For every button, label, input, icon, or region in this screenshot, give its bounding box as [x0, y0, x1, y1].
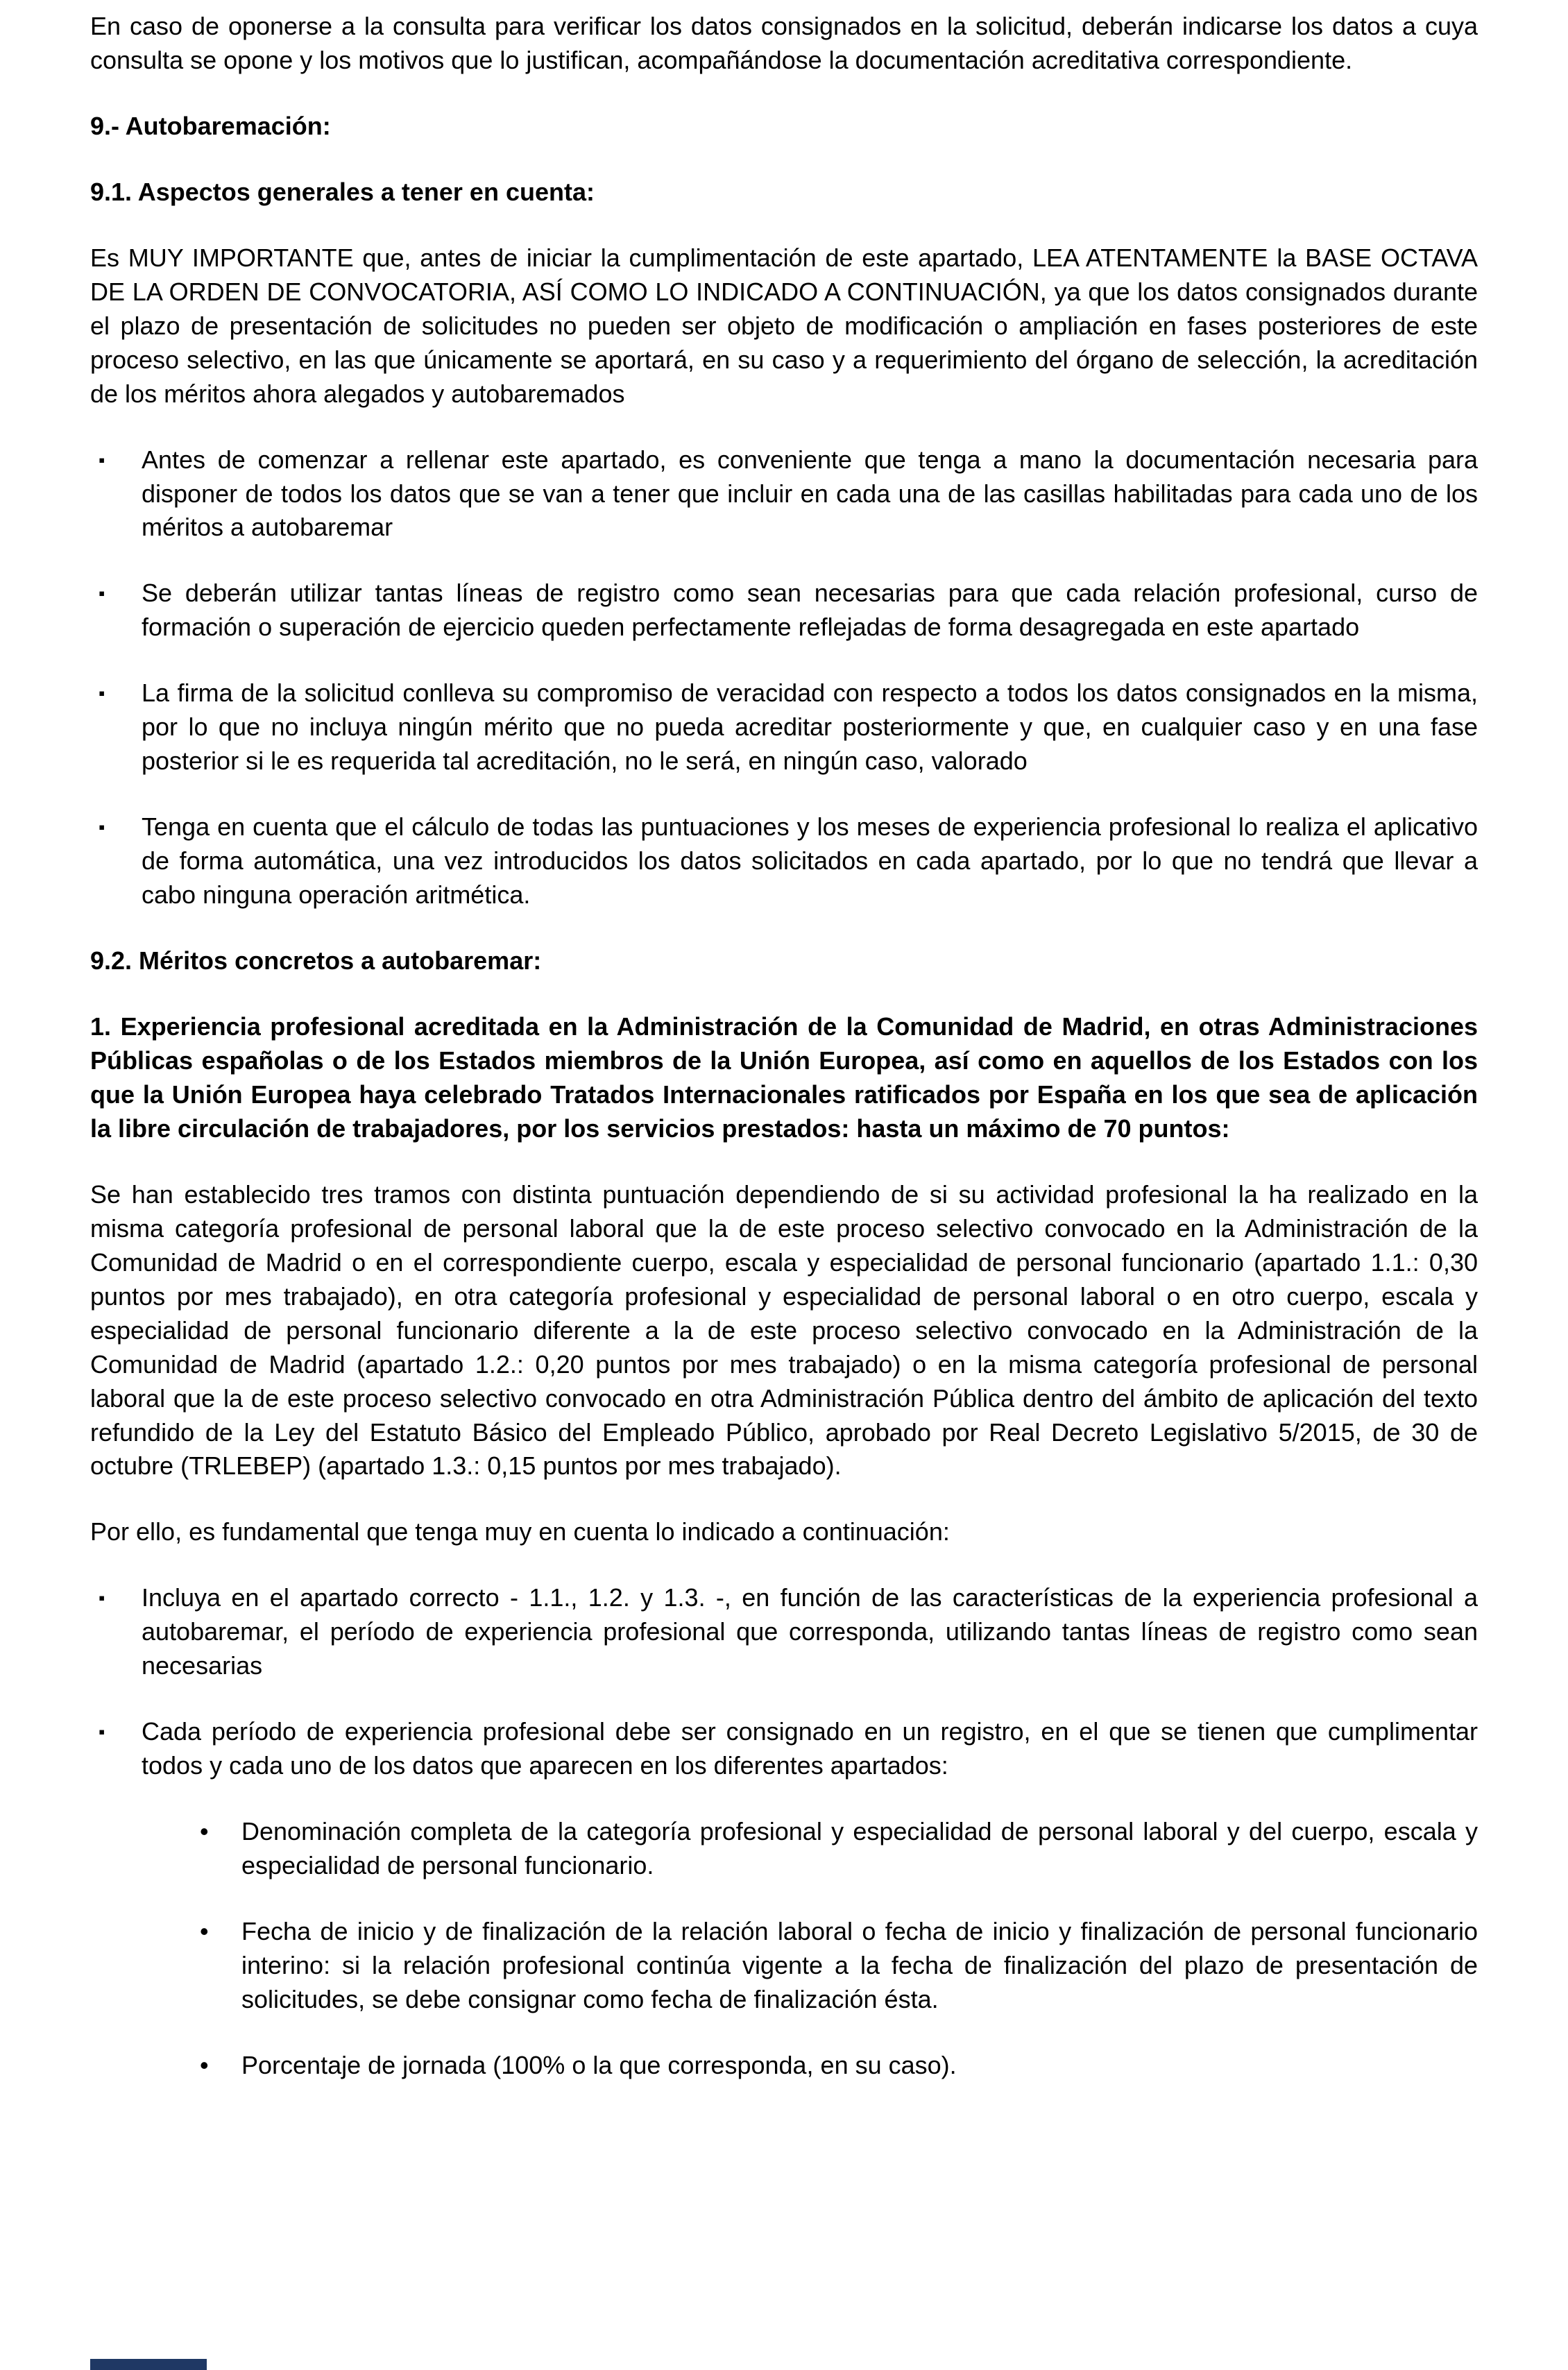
intro-paragraph: En caso de oponerse a la consulta para verificar los datos consignados en la solicitud, deberán indicarse los datos a cuya consulta se opone y los motivos que lo justifican, acompañándose la documentación acreditativa correspondiente.: [90, 12, 1478, 74]
list-item: [90, 1581, 1478, 1683]
list-item-text: Se deberán utilizar tantas líneas de registro como sean necesarias para que cada relación profesional, curso de formación o superación de ejercicio queden perfectamente reflejadas de forma desagregada en este apartado: [142, 579, 1478, 642]
sub-list-item: [191, 2049, 1478, 2083]
sub-list-item-text: Fecha de inicio y de finalización de la relación laboral o fecha de inicio y finalización de personal funcionario interino: si la relación profesional continúa vigente a la fecha de finalización del plazo de presentación de solicitudes, se debe consignar como fecha de finalización ésta.: [241, 1917, 1478, 2013]
sub-list-item: [191, 1815, 1478, 1883]
square-bullet-icon: ▪: [99, 1587, 105, 1609]
round-bullet-icon: •: [200, 1917, 209, 1946]
section-9-1-heading: 9.1. Aspectos generales a tener en cuenta:: [90, 177, 595, 206]
sub-list-item-text: Denominación completa de la categoría profesional y especialidad de personal laboral y del cuerpo, escala y especialidad de personal funcionario.: [241, 1817, 1478, 1880]
list-item: [90, 443, 1478, 545]
merit-1-heading-paragraph: 1. Experiencia profesional acreditada en la Administración de la Comunidad de Madrid, en otras Administraciones Públicas españolas o de los Estados miembros de la Unión Europea, así como en aquellos de los Estados con los que la Unión Europea haya celebrado Tratados Internacionales ratificados por España en los que sea de aplicación la libre circulación de trabajadores, por los servicios prestados: hasta un máximo de 70 puntos:: [90, 1012, 1478, 1143]
square-bullet-icon: ▪: [99, 1721, 105, 1743]
cropped-table-header-bar: [90, 2359, 207, 2370]
round-bullet-icon: •: [200, 1817, 209, 1846]
round-bullet-icon: •: [200, 2050, 209, 2079]
list-item: [90, 577, 1478, 645]
list-item: [90, 676, 1478, 778]
merit-1-note-paragraph: Por ello, es fundamental que tenga muy en cuenta lo indicado a continuación:: [90, 1517, 950, 1546]
sub-list-item: [191, 1915, 1478, 2017]
square-bullet-icon: ▪: [99, 683, 105, 704]
sub-list-item-text: Porcentaje de jornada (100% o la que corresponda, en su caso).: [241, 2050, 957, 2079]
list-item-text: Antes de comenzar a rellenar este apartado, es conveniente que tenga a mano la documentación necesaria para disponer de todos los datos que se van a tener que incluir en cada una de las casillas habilitadas para cada uno de los méritos a autobaremar: [142, 445, 1478, 542]
square-bullet-icon: ▪: [99, 583, 105, 604]
square-bullet-icon: ▪: [99, 449, 105, 470]
section-9-heading: 9.- Autobaremación:: [90, 111, 331, 140]
list-item-text: Cada período de experiencia profesional debe ser consignado en un registro, en el que se tienen que cumplimentar todos y cada uno de los datos que aparecen en los diferentes apartados:: [142, 1717, 1478, 1780]
list-item: [90, 810, 1478, 912]
merit-1-body-paragraph: Se han establecido tres tramos con distinta puntuación dependiendo de si su actividad profesional la ha realizado en la misma categoría profesional de personal laboral que la de este proceso selectivo convocado en la Administración de la Comunidad de Madrid o en el correspondiente cuerpo, escala y especialidad de personal funcionario (apartado 1.1.: 0,30 puntos por mes trabajado), en otra categoría profesional y especialidad de personal laboral o en otro cuerpo, escala y especialidad de personal funcionario diferente a la de este proceso selectivo convocado en la Administración de la Comunidad de Madrid (apartado 1.2.: 0,20 puntos por mes trabajado) o en la misma categoría profesional de personal laboral que la de este proceso selectivo convocado en otra Administración Pública dentro del ámbito de aplicación del texto refundido de la Ley del Estatuto Básico del Empleado Público, aprobado por Real Decreto Legislativo 5/2015, de 30 de octubre (TRLEBEP) (apartado 1.3.: 0,15 puntos por mes trabajado).: [90, 1179, 1478, 1481]
list-item-text: Incluya en el apartado correcto - 1.1., 1.2. y 1.3. -, en función de las características de la experiencia profesional a autobaremar, el período de experiencia profesional que corresponda, utilizando tantas líneas de registro como sean necesarias: [142, 1583, 1478, 1680]
list-item: [90, 1715, 1478, 1783]
section-9-1-intro-paragraph: Es MUY IMPORTANTE que, antes de iniciar la cumplimentación de este apartado, LEA ATENTAMENTE la BASE OCTAVA DE LA ORDEN DE CONVOCATORIA, ASÍ COMO LO INDICADO A CONTINUACIÓN, ya que los datos consignados durante el plazo de presentación de solicitudes no pueden ser objeto de modificación o ampliación en fases posteriores de este proceso selectivo, en las que únicamente se aportará, en su caso y a requerimiento del órgano de selección, la acreditación de los méritos ahora alegados y autobaremados: [90, 243, 1478, 408]
list-item-text: Tenga en cuenta que el cálculo de todas las puntuaciones y los meses de experiencia profesional lo realiza el aplicativo de forma automática, una vez introducidos los datos solicitados en cada apartado, por lo que no tendrá que llevar a cabo ninguna operación aritmética.: [142, 812, 1478, 910]
list-item-text: La firma de la solicitud conlleva su compromiso de veracidad con respecto a todos los datos consignados en la misma, por lo que no incluya ningún mérito que no pueda acreditar posteriormente y que, en cualquier caso y en una fase posterior si le es requerida tal acreditación, no le será, en ningún caso, valorado: [142, 679, 1478, 776]
section-9-2-heading: 9.2. Méritos concretos a autobaremar:: [90, 946, 542, 975]
square-bullet-icon: ▪: [99, 817, 105, 838]
